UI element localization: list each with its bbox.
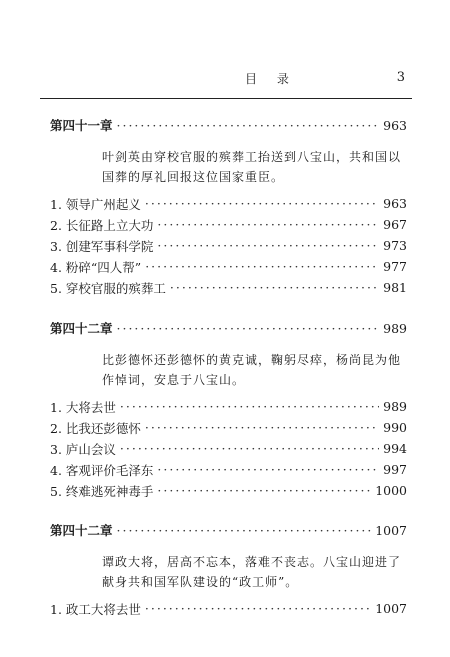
chapter-title: 第四十二章 [50, 321, 113, 336]
leader-dots [120, 441, 379, 456]
section-row[interactable] [50, 396, 407, 417]
chapter-title: 第四十一章 [50, 118, 113, 133]
leader-dots [145, 420, 379, 435]
section-title: 3. 庐山会议 [50, 441, 116, 457]
section-title: 1. 大将去世 [50, 399, 116, 415]
section-row[interactable] [50, 480, 407, 501]
section-row[interactable] [50, 277, 407, 298]
section-row[interactable] [50, 193, 407, 214]
leader-dots [157, 462, 379, 477]
section-page: 1007 [375, 601, 407, 616]
chapter-summary: 比彭德怀还彭德怀的黄克诚，鞠躬尽瘁，杨尚昆为他作悼词，安息于八宝山。 [102, 353, 402, 387]
section-title: 3. 创建军事科学院 [50, 238, 154, 254]
chapter-heading-row[interactable] [50, 115, 407, 135]
section-title: 1. 政工大将去世 [50, 601, 141, 617]
chapter-heading-row[interactable] [50, 318, 407, 338]
leader-dots [157, 217, 379, 232]
section-title: 2. 长征路上立大功 [50, 217, 154, 233]
chapter-41 [50, 115, 407, 298]
section-page: 994 [383, 441, 407, 456]
section-page: 981 [383, 280, 407, 295]
section-title: 1. 领导广州起义 [50, 196, 141, 212]
section-page: 973 [383, 238, 407, 253]
section-title: 4. 客观评价毛泽东 [50, 462, 154, 478]
header-page-number: 3 [396, 70, 405, 85]
section-row[interactable] [50, 459, 407, 480]
chapter-page: 963 [383, 117, 407, 133]
chapter-title: 第四十二章 [50, 523, 113, 538]
section-list [50, 193, 407, 298]
page-header [40, 70, 405, 92]
leader-dots [117, 523, 372, 538]
section-list [50, 396, 407, 501]
chapter-summary: 叶剑英由穿校官服的殡葬工抬送到八宝山，共和国以国葬的厚礼回报这位国家重臣。 [102, 150, 402, 184]
section-row[interactable] [50, 598, 407, 619]
chapter-summary: 谭政大将，居高不忘本，落难不丧志。八宝山迎进了献身共和国军队建设的“政工师”。 [102, 555, 402, 589]
section-title: 5. 穿校官服的殡葬工 [50, 280, 166, 296]
section-row[interactable] [50, 214, 407, 235]
section-row[interactable] [50, 438, 407, 459]
section-page: 997 [383, 462, 407, 477]
chapter-page: 989 [383, 320, 407, 336]
chapter-43 [50, 520, 407, 619]
leader-dots [145, 259, 379, 274]
section-page: 967 [383, 217, 407, 232]
section-row[interactable] [50, 417, 407, 438]
leader-dots [145, 196, 379, 211]
section-title: 4. 粉碎“四人帮” [50, 259, 142, 275]
header-title: 目 录 [245, 72, 297, 86]
section-list [50, 598, 407, 619]
leader-dots [117, 321, 380, 336]
section-page: 989 [383, 399, 407, 414]
section-row[interactable] [50, 256, 407, 277]
chapter-heading-row[interactable] [50, 520, 407, 540]
leader-dots [120, 399, 379, 414]
section-title: 2. 比我还彭德怀 [50, 420, 141, 436]
section-page: 990 [383, 420, 407, 435]
leader-dots [117, 118, 380, 133]
chapter-page: 1007 [375, 522, 407, 538]
leader-dots [157, 483, 371, 498]
section-title: 5. 终难逃死神毒手 [50, 483, 154, 499]
leader-dots [145, 601, 371, 616]
section-page: 963 [383, 196, 407, 211]
section-row[interactable] [50, 235, 407, 256]
section-page: 1000 [375, 483, 407, 498]
section-page: 977 [383, 259, 407, 274]
chapter-42 [50, 318, 407, 501]
leader-dots [157, 238, 379, 253]
header-rule [40, 98, 412, 99]
leader-dots [170, 280, 379, 295]
